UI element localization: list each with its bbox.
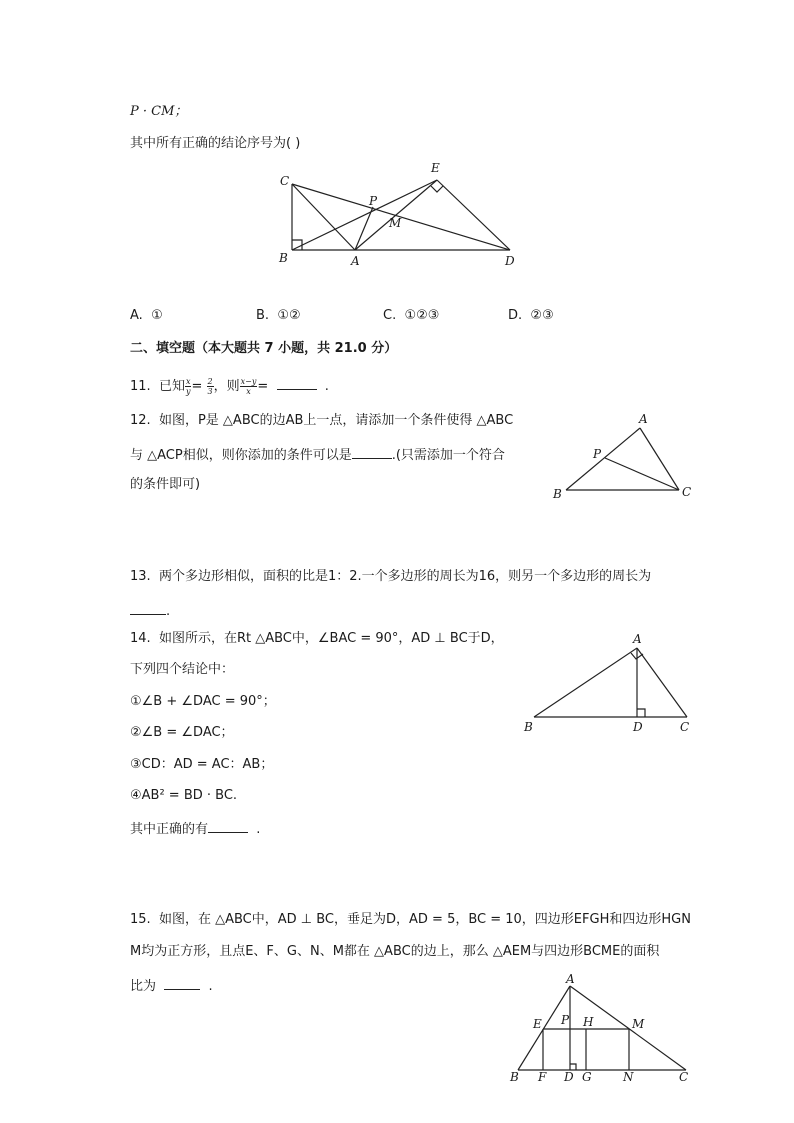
q15-label-p: P	[561, 1013, 570, 1027]
q12-line2: 与 △ACP相似，则你添加的条件可以是 .(只需添加一个符合	[130, 444, 505, 465]
q12-label-b: B	[553, 487, 562, 501]
q10-option-c: C. ①②③	[383, 308, 440, 323]
q15-label-h: H	[583, 1015, 594, 1029]
q10-label-m: M	[389, 216, 402, 230]
q14-line2: 下列四个结论中：	[130, 662, 235, 677]
q15-line2: M均为正方形，且点E、F、G、N、M都在 △ABC的边上，那么 △AEM与四边形BCME的面积	[130, 944, 660, 959]
q13-line1: 13. 两个多边形相似，面积的比是1：2.一个多边形的周长为16，则另一个多边形的周长为	[130, 569, 652, 584]
q14-label-b: B	[524, 720, 533, 734]
q10-label-a: A	[351, 254, 360, 268]
q10-label-e: E	[431, 161, 440, 175]
q15-label-e: E	[533, 1017, 542, 1031]
q14-answer: 其中正确的有 .	[130, 818, 260, 839]
q10-label-p: P	[369, 194, 378, 208]
q15-label-c: C	[679, 1070, 689, 1084]
q14-item-4: ④AB² = BD · BC.	[130, 788, 238, 803]
q15-label-g: G	[582, 1070, 592, 1084]
q15-line1: 15. 如图，在 △ABC中，AD ⊥ BC，垂足为D，AD = 5，BC = 10，四边形EFGH和四边形HGN	[130, 912, 691, 927]
q14-label-a: A	[633, 632, 642, 646]
q15-label-a: A	[566, 972, 575, 986]
q11-frac-23: $\frac{2}{3}$	[207, 377, 213, 396]
q15-label-n: N	[623, 1070, 634, 1084]
q14-item-1: ①∠B + ∠DAC = 90°；	[130, 694, 276, 709]
q12-line3: 的条件即可)	[130, 477, 201, 492]
q15-label-b: B	[510, 1070, 519, 1084]
q15-line3: 比为 .	[130, 975, 213, 996]
q13-line2: .	[130, 600, 170, 621]
q12-label-c: C	[682, 485, 692, 499]
q14-label-d: D	[633, 720, 643, 734]
q14-item-2: ②∠B = ∠DAC；	[130, 725, 234, 740]
q10-tail: P · CM；	[130, 104, 188, 119]
q15-label-m: M	[632, 1017, 645, 1031]
q10-label-d: D	[505, 254, 515, 268]
q10-option-d: D. ②③	[508, 308, 554, 323]
q15-label-d: D	[564, 1070, 574, 1084]
q15-label-f: F	[538, 1070, 547, 1084]
q14-item-3: ③CD：AD = AC：AB；	[130, 757, 274, 772]
q10-label-c: C	[280, 174, 290, 188]
q10-option-b: B. ①②	[256, 308, 301, 323]
q14-label-c: C	[680, 720, 690, 734]
q12-label-p: P	[593, 447, 602, 461]
q11-frac-xy: $\frac{x}{y}$	[185, 377, 191, 396]
q12-label-a: A	[639, 412, 648, 426]
q10-label-b: B	[279, 251, 288, 265]
q11-frac-xmy: $\frac{x-y}{x}$	[240, 377, 257, 396]
section-heading: 二、填空题（本大题共 7 小题，共 21.0 分）	[130, 341, 398, 356]
q14-line1: 14. 如图所示，在Rt △ABC中，∠BAC = 90°，AD ⊥ BC于D，	[130, 631, 504, 646]
q11: 11. 已知 $\frac{x}{y}$ = $\frac{2}{3}$ ，则 $\frac{x-y}{x}$ = .	[130, 377, 329, 396]
q10-prompt: 其中所有正确的结论序号为( )	[130, 136, 301, 151]
q12-line1: 12. 如图，P是 △ABC的边AB上一点，请添加一个条件使得 △ABC	[130, 413, 514, 428]
q10-option-a: A. ①	[130, 308, 163, 323]
